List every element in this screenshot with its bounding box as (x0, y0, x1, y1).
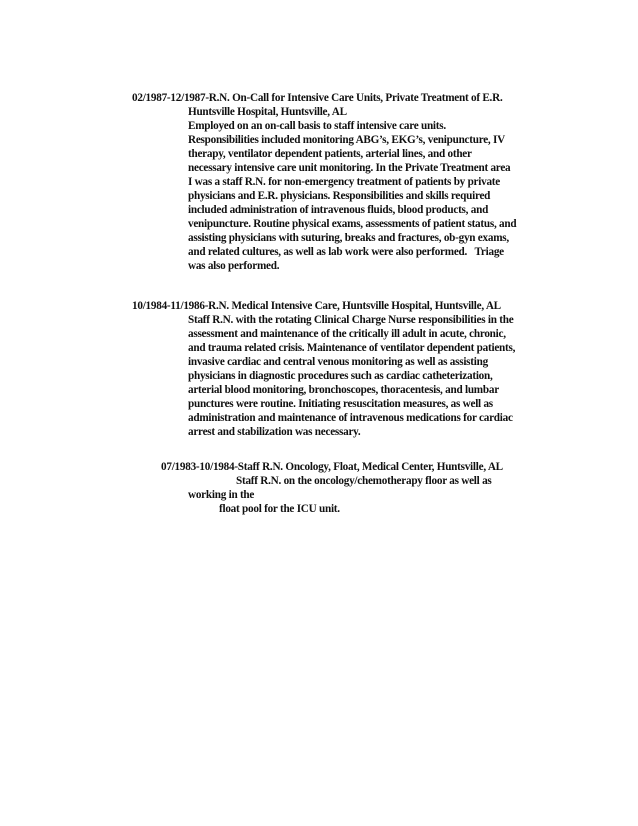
entry-line: assisting physicians with suturing, breaks and fractures, ob-gyn exams, (188, 232, 509, 244)
entry-line: therapy, ventilator dependent patients, arterial lines, and other (188, 148, 472, 160)
entry-line: administration and maintenance of intravenous medications for cardiac (188, 412, 513, 424)
entry-heading: 07/1983-10/1984-Staff R.N. Oncology, Float, Medical Center, Huntsville, AL (161, 461, 503, 473)
entry-line: Huntsville Hospital, Huntsville, AL (188, 106, 347, 118)
entry-line: arrest and stabilization was necessary. (188, 426, 361, 438)
entry-line: assessment and maintenance of the critically ill adult in acute, chronic, (188, 328, 506, 340)
entry-line: Staff R.N. with the rotating Clinical Charge Nurse responsibilities in the (188, 314, 514, 326)
entry-line: physicians in diagnostic procedures such as cardiac catheterization, (188, 370, 493, 382)
entry-line: included administration of intravenous fluids, blood products, and (188, 204, 489, 216)
entry-line: punctures were routine. Initiating resuscitation measures, as well as (188, 398, 493, 410)
entry-line: necessary intensive care unit monitoring. In the Private Treatment area (188, 162, 511, 174)
entry-line: venipuncture. Routine physical exams, assessments of patient status, and (188, 218, 517, 230)
entry-line: invasive cardiac and central venous monitoring as well as assisting (188, 356, 488, 368)
entry-line: arterial blood monitoring, bronchoscopes, thoracentesis, and lumbar (188, 384, 499, 396)
entry-heading: 10/1984-11/1986-R.N. Medical Intensive Care, Huntsville Hospital, Huntsville, AL (132, 300, 501, 312)
entry-heading: 02/1987-12/1987-R.N. On-Call for Intensive Care Units, Private Treatment of E.R. (132, 92, 503, 104)
entry-line: Responsibilities included monitoring ABG’s, EKG’s, venipuncture, IV (188, 134, 505, 146)
entry-line: and related cultures, as well as lab work were also performed. Triage (188, 246, 504, 258)
entry-line: float pool for the ICU unit. (219, 503, 340, 515)
entry-line: physicians and E.R. physicians. Responsibilities and skills required (188, 190, 491, 202)
entry-line: and trauma related crisis. Maintenance of ventilator dependent patients, (188, 342, 516, 354)
entry-line: was also performed. (188, 260, 280, 272)
entry-line: I was a staff R.N. for non-emergency treatment of patients by private (188, 176, 500, 188)
entry-line: working in the (188, 489, 255, 501)
entry-line: Employed on an on-call basis to staff intensive care units. (188, 120, 446, 132)
entry-line: Staff R.N. on the oncology/chemotherapy floor as well as (236, 475, 492, 487)
